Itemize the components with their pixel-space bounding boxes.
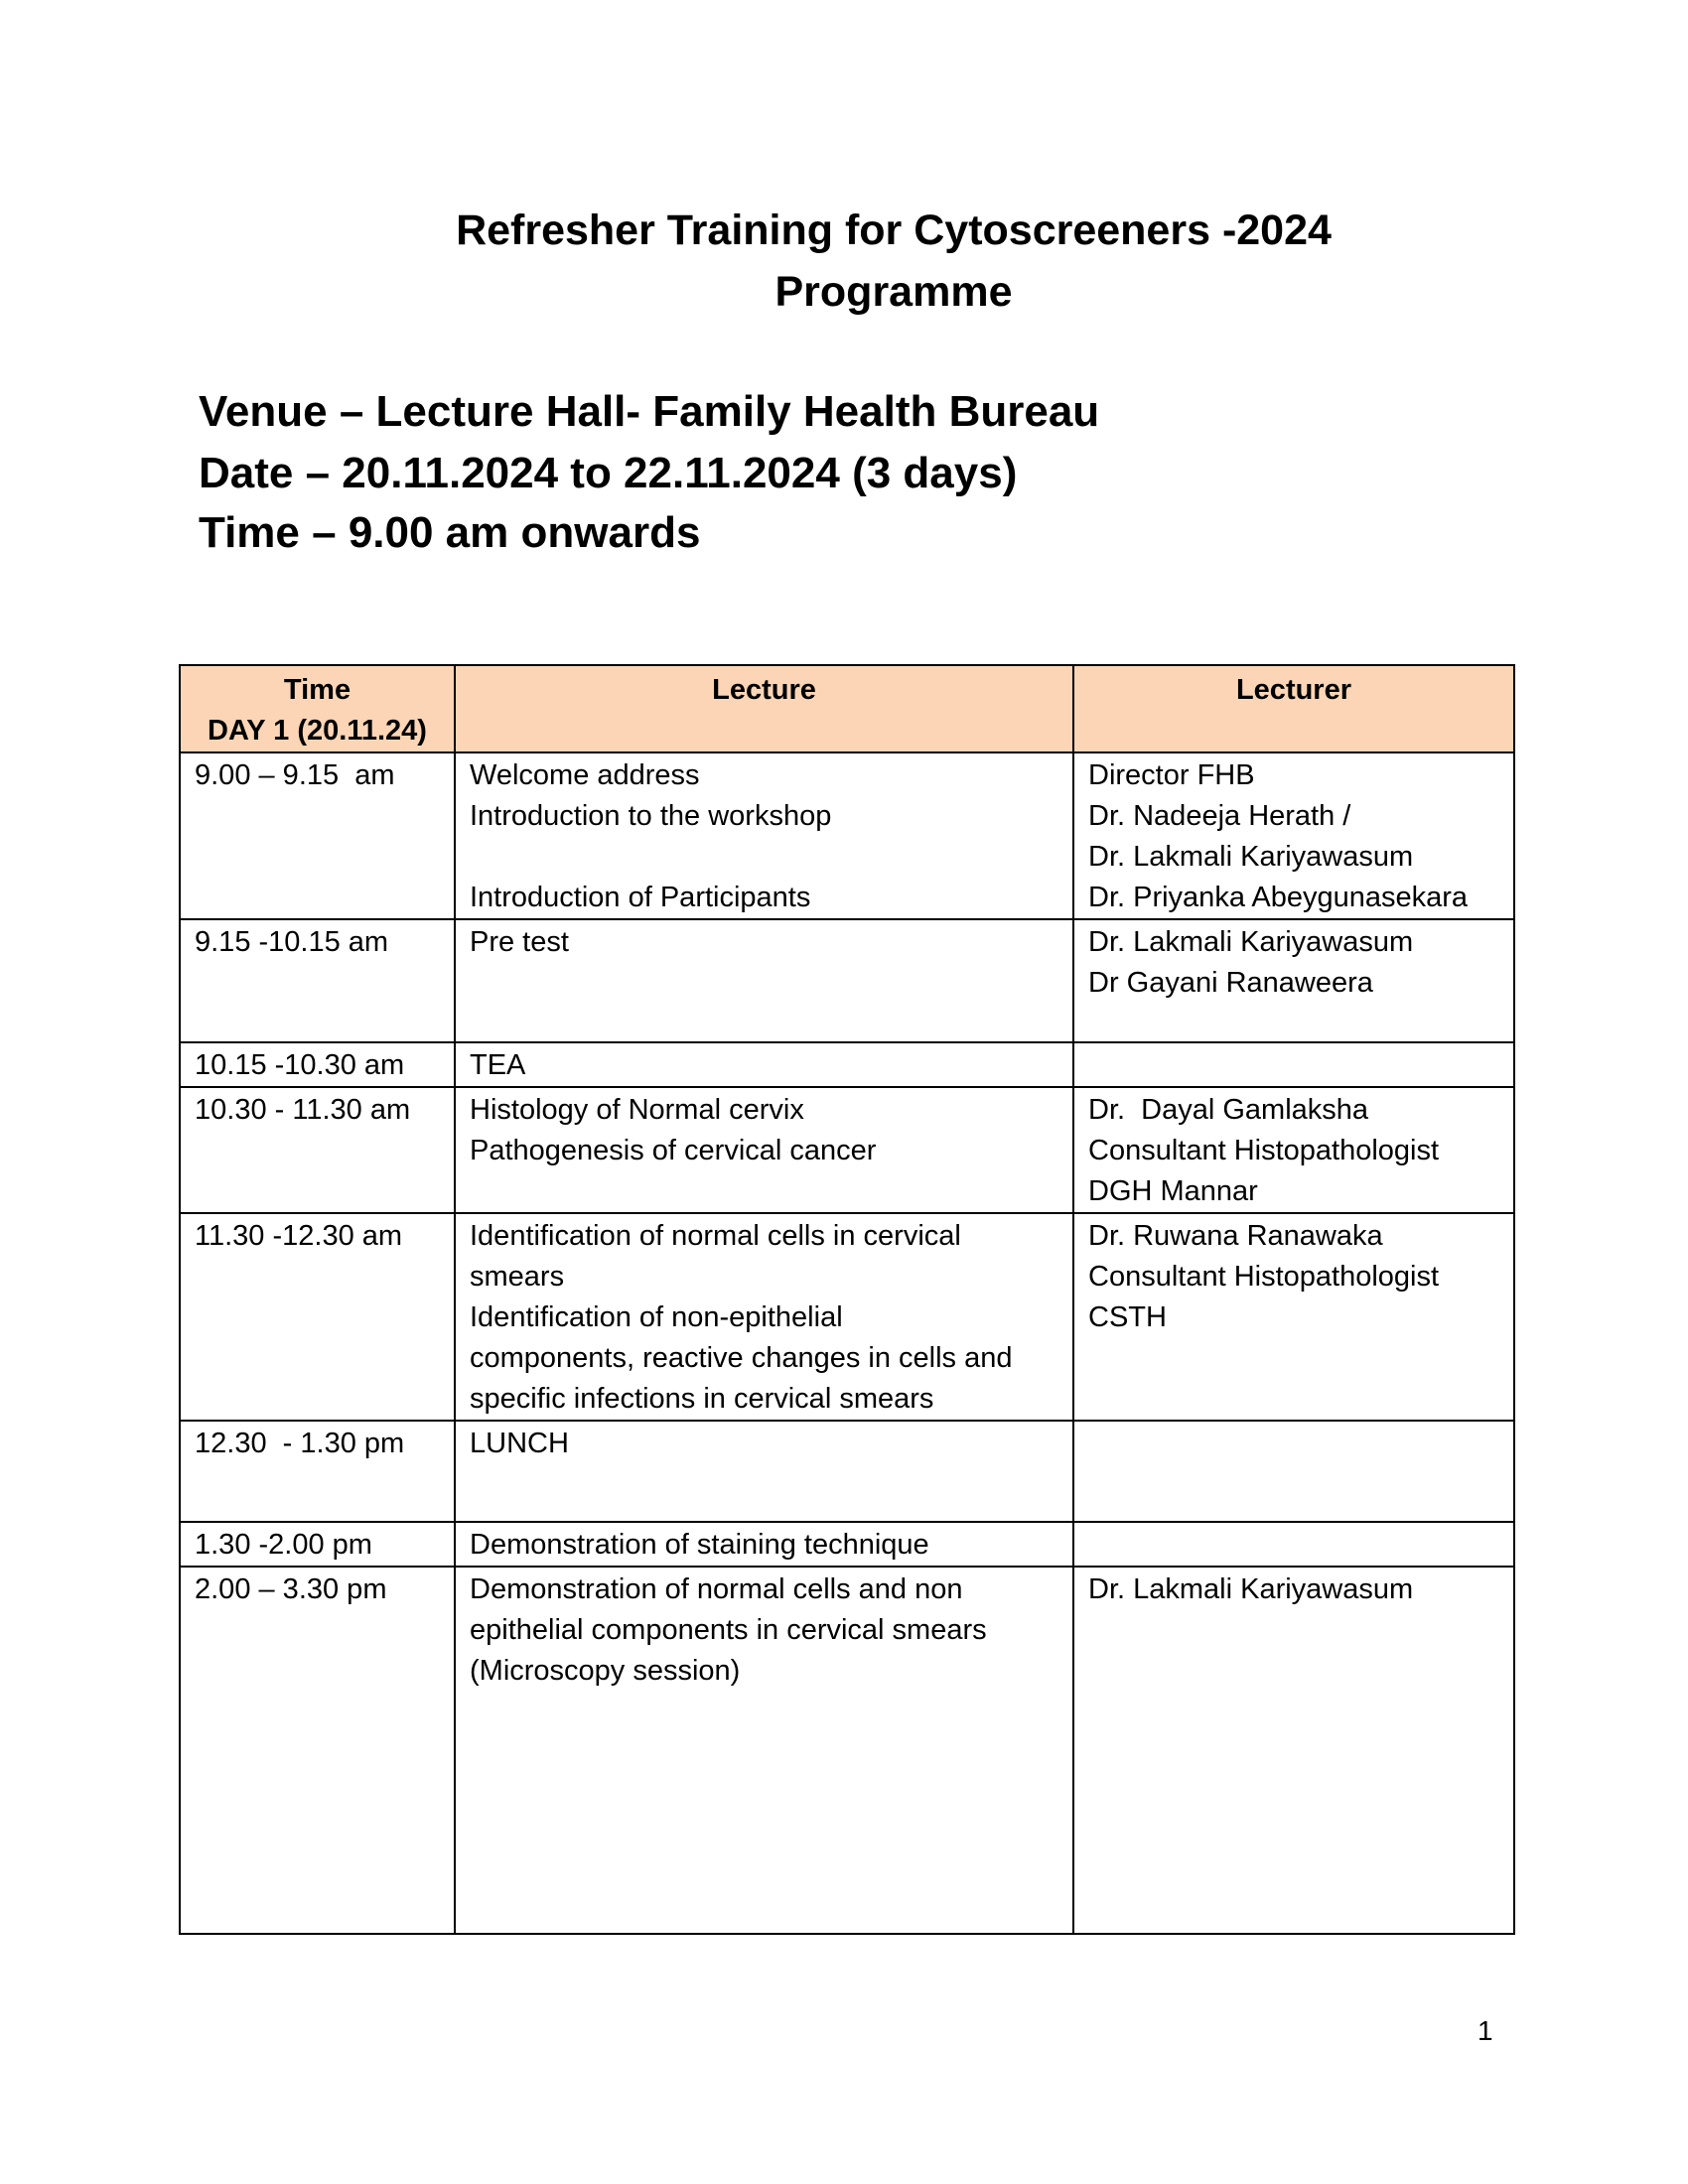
lecture-text: Demonstration of normal cells and non: [470, 1573, 963, 1605]
time-text: 11.30 -12.30 am: [195, 1220, 403, 1252]
lecture-text: Histology of Normal cervix: [470, 1094, 804, 1126]
time-cell: [180, 1087, 455, 1213]
lecturer-cell: [1073, 1213, 1514, 1421]
lecturer-text: Dr. Lakmali Kariyawasum: [1088, 1573, 1414, 1605]
lecturer-cell: [1073, 1042, 1514, 1087]
document-subtitle: Programme: [774, 268, 1013, 316]
lecturer-text: Dr. Priyanka Abeygunasekara: [1088, 882, 1469, 913]
table-header-row: [180, 665, 1514, 752]
day-header-label: DAY 1 (20.11.24): [208, 715, 427, 747]
time-text: 9.00 – 9.15 am: [195, 759, 395, 791]
table-row: [180, 752, 1514, 919]
lecture-text: Demonstration of staining technique: [470, 1529, 929, 1561]
lecturer-text: Consultant Histopathologist: [1088, 1135, 1440, 1166]
lecture-text: smears: [470, 1261, 565, 1293]
lecture-text: specific infections in cervical smears: [470, 1383, 934, 1415]
lecturer-cell: [1073, 1087, 1514, 1213]
lecturer-cell: [1073, 919, 1514, 1042]
lecturer-header-label: Lecturer: [1235, 674, 1352, 706]
lecture-header-label: Lecture: [712, 674, 816, 706]
document-title: Refresher Training for Cytoscreeners -2024: [456, 206, 1332, 254]
venue-line: Venue – Lecture Hall- Family Health Bureau: [199, 387, 1100, 436]
lecture-column-header: [455, 665, 1073, 752]
lecturer-text: Dr. Ruwana Ranawaka: [1088, 1220, 1383, 1252]
date-line: Date – 20.11.2024 to 22.11.2024 (3 days): [199, 449, 1018, 497]
page-number: 1: [1477, 2015, 1493, 2046]
lecture-text: epithelial components in cervical smears: [470, 1614, 987, 1646]
time-cell: [180, 1522, 455, 1567]
lecture-cell: [455, 1567, 1073, 1934]
lecturer-text: Dr. Lakmali Kariyawasum: [1088, 841, 1414, 873]
programme-table-body: [180, 752, 1514, 1934]
lecture-text: Pre test: [470, 926, 569, 958]
lecture-text: components, reactive changes in cells and: [470, 1342, 1013, 1374]
lecturer-column-header: [1073, 665, 1514, 752]
time-cell: [180, 1567, 455, 1934]
table-row: [180, 919, 1514, 1042]
time-text: 10.15 -10.30 am: [195, 1049, 405, 1081]
lecture-cell: [455, 1522, 1073, 1567]
programme-table: [179, 664, 1515, 1935]
time-line: Time – 9.00 am onwards: [199, 508, 701, 557]
lecture-text: Introduction of Participants: [470, 882, 811, 913]
lecturer-cell: [1073, 1421, 1514, 1522]
lecturer-text: DGH Mannar: [1088, 1175, 1258, 1207]
time-column-header: [180, 665, 455, 752]
lecturer-cell: [1073, 752, 1514, 919]
lecturer-cell: [1073, 1522, 1514, 1567]
time-text: 10.30 - 11.30 am: [195, 1094, 411, 1126]
time-text: 9.15 -10.15 am: [195, 926, 389, 958]
table-row: [180, 1567, 1514, 1934]
lecture-text: Identification of normal cells in cervical: [470, 1220, 961, 1252]
lecture-text: (Microscopy session): [470, 1655, 741, 1687]
table-row: [180, 1087, 1514, 1213]
table-row: [180, 1042, 1514, 1087]
time-cell: [180, 752, 455, 919]
lecturer-text: Director FHB: [1088, 759, 1255, 791]
table-row: [180, 1213, 1514, 1421]
lecturer-text: Dr. Lakmali Kariyawasum: [1088, 926, 1414, 958]
lecture-cell: [455, 1213, 1073, 1421]
time-cell: [180, 919, 455, 1042]
lecture-cell: [455, 1087, 1073, 1213]
lecturer-text: Dr Gayani Ranaweera: [1088, 967, 1373, 999]
lecture-text: Introduction to the workshop: [470, 800, 832, 832]
time-cell: [180, 1421, 455, 1522]
time-text: 2.00 – 3.30 pm: [195, 1573, 387, 1605]
lecture-text: Identification of non-epithelial: [470, 1301, 843, 1333]
time-cell: [180, 1042, 455, 1087]
lecturer-text: Dr. Nadeeja Herath /: [1088, 800, 1351, 832]
table-row: [180, 1522, 1514, 1567]
lecture-cell: [455, 1042, 1073, 1087]
lecture-text: LUNCH: [470, 1428, 569, 1459]
lecture-text: [470, 837, 1058, 878]
time-text: 12.30 - 1.30 pm: [195, 1428, 405, 1459]
lecture-text: TEA: [470, 1049, 526, 1081]
time-header-label: Time: [283, 674, 352, 706]
lecture-cell: [455, 919, 1073, 1042]
lecture-cell: [455, 752, 1073, 919]
lecture-cell: [455, 1421, 1073, 1522]
time-cell: [180, 1213, 455, 1421]
table-row: [180, 1421, 1514, 1522]
lecturer-text: Consultant Histopathologist: [1088, 1261, 1440, 1293]
lecturer-cell: [1073, 1567, 1514, 1934]
lecture-text: Welcome address: [470, 759, 700, 791]
time-text: 1.30 -2.00 pm: [195, 1529, 372, 1561]
lecturer-text: Dr. Dayal Gamlaksha: [1088, 1094, 1369, 1126]
lecturer-text: CSTH: [1088, 1301, 1167, 1333]
lecture-text: Pathogenesis of cervical cancer: [470, 1135, 877, 1166]
